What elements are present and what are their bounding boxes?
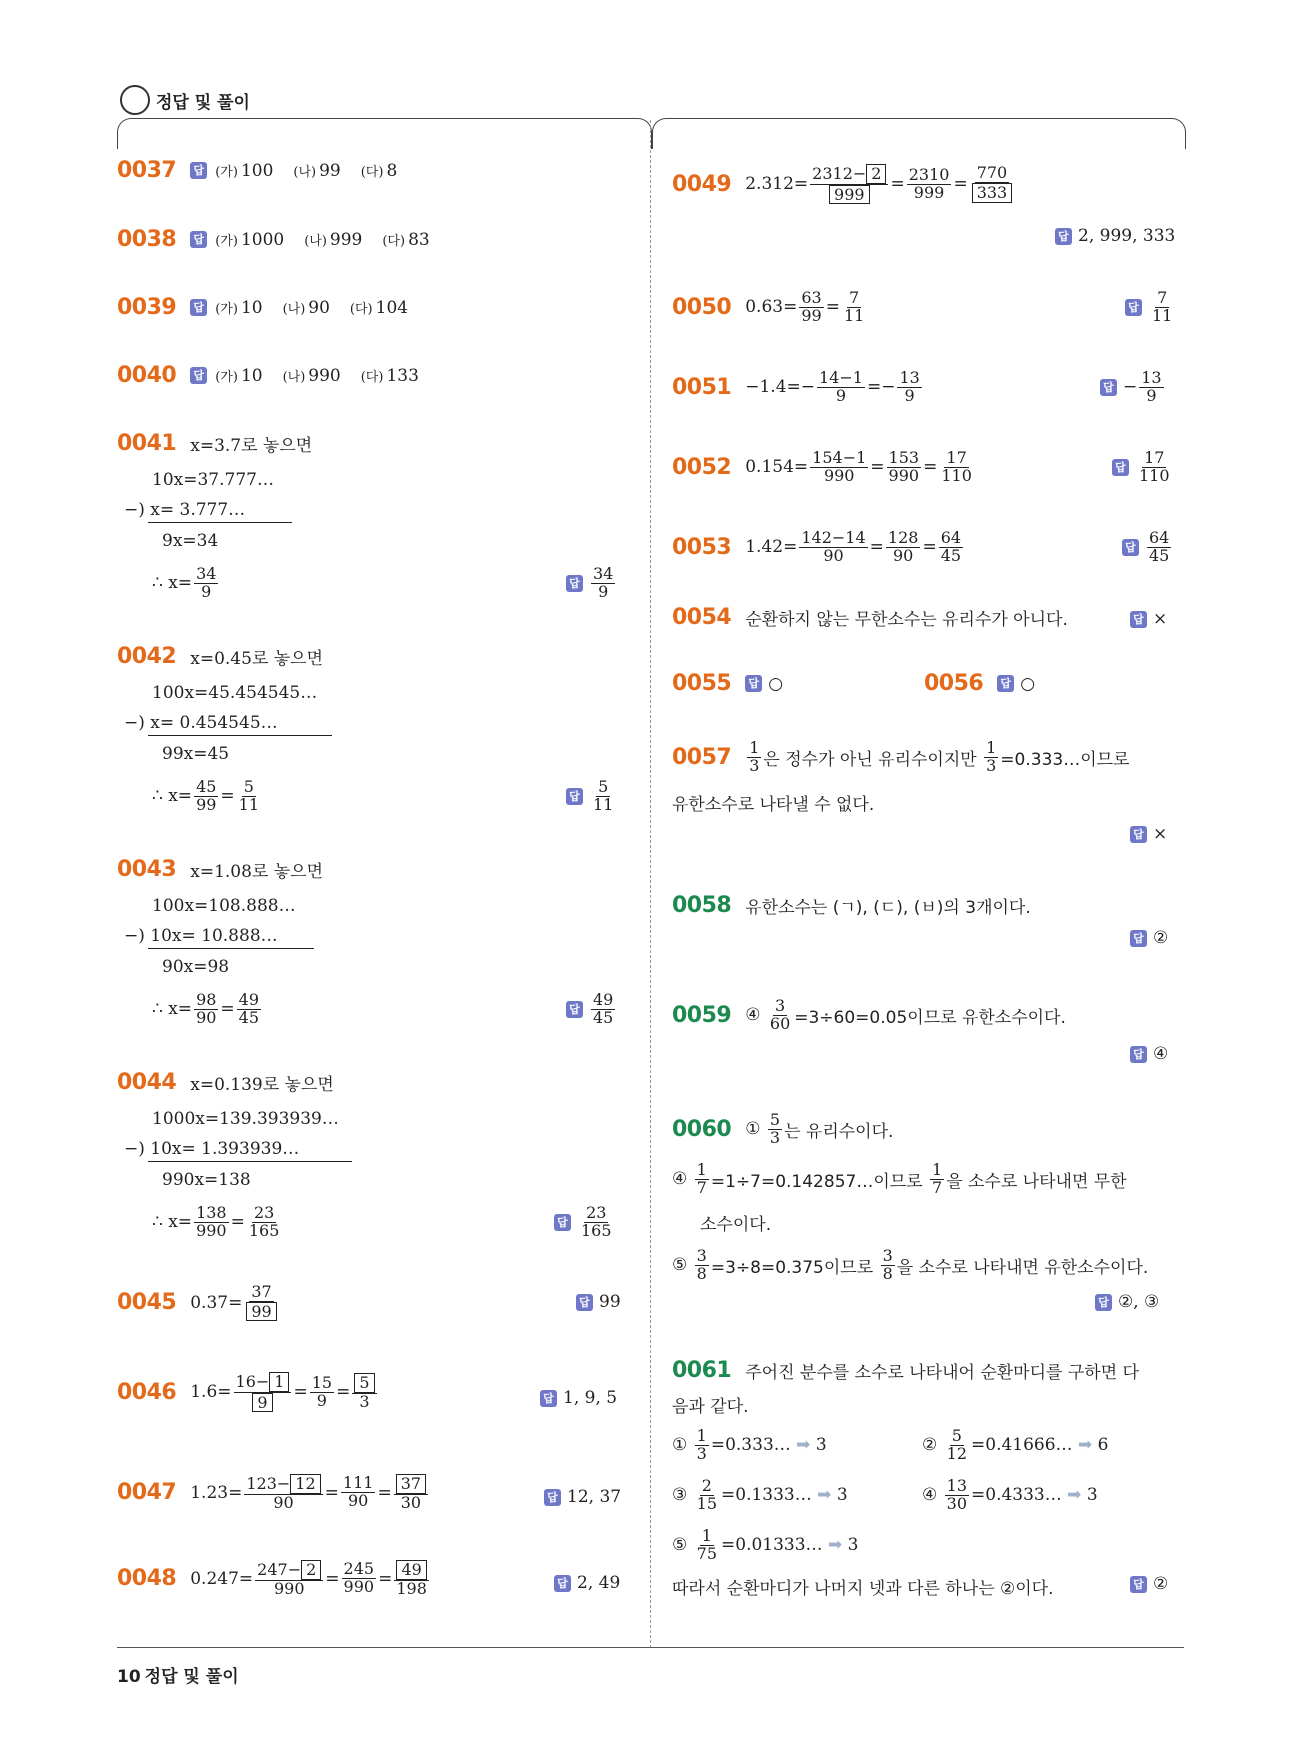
label-ga: (가) [215,370,238,385]
work-line: 90x=98 [162,957,230,977]
problem-intro: x=0.139로 놓으면 [190,1075,334,1095]
explanation-line [672,1248,1148,1283]
fraction: $\frac{1}{3}$ [986,738,997,775]
fraction: $\frac{770}{333}$ [970,165,1015,202]
fraction: $\frac{16- 1}{9}$ [234,1372,292,1412]
problem-number: 0056 [924,671,984,696]
problem-number: 0040 [117,363,177,388]
therefore: ∴ x= [152,573,193,594]
fraction: $\frac{5}{3}$ [769,1110,781,1147]
expression: 0.154= [745,457,809,478]
problem-number: 0052 [672,454,732,480]
subtraction-line [148,1161,352,1162]
answer-value: 99 [599,1292,621,1312]
problem-0060 [672,1112,893,1147]
answer-icon: 답 [745,675,762,692]
work-result: ∴ x= $\frac{98}{90}$ = $\frac{49}{45}$ [152,990,260,1027]
problem-0037 [117,158,397,183]
problem-0043 [117,857,323,882]
answer-icon: 답 [576,1294,593,1311]
answer-0054 [1130,609,1167,629]
answer-b: 99 [319,160,341,181]
problem-intro: x=3.7로 놓으면 [190,436,313,456]
label-da: (다) [382,234,406,249]
problem-0047: 0047 1.23= $\frac{123- 12}{90}$ = $\frac{111}{90}$ = $\frac{37}{30}$ [117,1474,430,1511]
page-number: 10 [117,1667,141,1687]
answer-0051 [1100,370,1166,405]
answer-0047 [544,1487,621,1507]
blank-box: 99 [246,1302,276,1322]
problem-0041 [117,431,312,456]
answer-icon: 답 [1130,1576,1147,1593]
fraction: $\frac{13}{9}$ [899,368,920,405]
answer-value: ○ [1020,673,1036,694]
work-line: 10x=37.777… [152,470,274,490]
answer-value: 2, 999, 333 [1078,226,1176,246]
answer-value: 1, 9, 5 [563,1388,618,1408]
blank-box: 999 [829,185,870,205]
answer-value: × [1153,824,1168,844]
work-line: 100x=108.888… [152,896,296,916]
answer-icon: 답 [1095,1294,1112,1311]
answer-icon: 답 [554,1575,571,1592]
fraction: $\frac{142-14}{90}$ [801,528,866,565]
answer-icon: 답 [566,575,583,592]
blank-box: 1 [269,1372,289,1392]
answer-fraction: $\frac{7}{11}$ [1152,288,1173,325]
answer-0060 [1095,1292,1159,1312]
explanation-line [672,1162,1127,1197]
header-title: 정답 및 풀이 [156,93,250,113]
work-line: 9x=34 [162,531,219,551]
answer-value: ② [1153,928,1169,948]
fraction: $\frac{1}{7}$ [696,1160,707,1197]
answer-fraction: $\frac{34}{9}$ [593,564,614,601]
problem-intro: x=1.08로 놓으면 [190,862,324,882]
expression: 0.37= [190,1292,243,1313]
answer-c: 104 [375,297,409,318]
answer-icon: 답 [997,675,1014,692]
answer-fraction: $\frac{49}{45}$ [593,990,614,1027]
problem-0051 [672,370,924,405]
problem-number: 0037 [117,158,177,183]
problem-text: 주어진 분수를 소수로 나타내어 순환마디를 구하면 다 [745,1363,1139,1383]
answer-icon: 답 [1130,1046,1147,1063]
problem-text: =3÷60=0.05이므로 유한소수이다. [794,1007,1066,1028]
blank-box: 5 [354,1373,374,1393]
work-line: −) x= 3.777… [124,500,246,520]
answer-0059 [1130,1044,1168,1064]
answer-0050 [1125,290,1176,325]
answer-c: 133 [386,365,419,386]
answer-fraction: $\frac{13}{9}$ [1141,368,1162,405]
answer-a: 10 [240,297,263,318]
problem-text: 순환하지 않는 무한소수는 유리수가 아니다. [745,610,1068,630]
footer-title: 정답 및 풀이 [144,1667,239,1687]
answer-b: 990 [308,365,341,386]
answer-0044 [554,1205,616,1240]
answer-0053 [1122,530,1173,565]
page-footer [117,1662,239,1687]
answer-icon: 답 [1100,379,1117,396]
choice-number: ④ [745,1005,761,1026]
problem-number: 0048 [117,1566,177,1592]
subtraction-line [148,948,314,949]
answer-icon: 답 [544,1489,561,1506]
answer-icon: 답 [540,1390,557,1407]
arrow-right-icon: ➡ [796,1435,811,1456]
problem-text: 는 유리수이다. [784,1121,894,1142]
problem-intro: x=0.45로 놓으면 [190,649,324,669]
problem-0045 [117,1284,281,1321]
fraction: $\frac{138}{990}$ [196,1203,227,1240]
problem-0055 [672,671,783,696]
work-result: ∴ x= $\frac{138}{990}$ = $\frac{23}{165}$ [152,1203,280,1240]
answer-sign: − [1123,377,1138,398]
arrow-right-icon: ➡ [1067,1485,1082,1506]
work-result [152,566,220,601]
answer-b: 999 [329,229,363,250]
answer-a: 10 [240,365,263,386]
answer-icon: 답 [554,1214,571,1231]
fraction: $\frac{23}{165}$ [248,1203,280,1240]
arrow-right-icon: ➡ [827,1535,843,1556]
fraction: $\frac{123- 12}{90}$ [244,1474,322,1511]
problem-number: 0055 [672,671,732,696]
fraction: $\frac{45}{99}$ [196,777,217,814]
problem-text: =0.333…이므로 [1000,749,1130,770]
problem-text: 을 소수로 나타내면 유한소수이다. [896,1257,1149,1278]
fraction: $\frac{3}{8}$ [696,1246,707,1283]
fraction: $\frac{128}{90}$ [887,528,919,565]
problem-number: 0061 [672,1358,732,1383]
answer-b: 90 [308,297,330,318]
work-line: −) 10x= 10.888… [124,926,278,946]
choice-item: ⑤ $\frac{1}{75}$ =0.01333… ➡ 3 [672,1526,859,1563]
answer-a: 1000 [240,229,285,250]
answer-0061 [1130,1574,1168,1594]
work-line: −) 10x= 1.393939… [124,1139,300,1159]
answer-0048 [554,1573,620,1593]
arrow-right-icon: ➡ [1077,1435,1093,1456]
right-column-frame [652,118,1186,149]
problem-text: 소수이다. [700,1215,772,1235]
left-column-frame [117,118,652,149]
answer-c: 83 [408,229,430,250]
therefore: ∴ x= [152,1212,193,1233]
conclusion-text: 따라서 순환마디가 나머지 넷과 다른 하나는 ②이다. [672,1579,1054,1599]
answer-icon: 답 [1122,539,1139,556]
label-ga: (가) [215,165,238,180]
label-ga: (가) [215,302,238,317]
answer-fraction: $\frac{17}{110}$ [1139,448,1170,485]
expression: −1.4=− [745,377,816,398]
answer-0057 [1130,824,1167,844]
answer-icon: 답 [190,367,207,384]
subtraction-line [148,522,292,523]
problem-0059 [672,998,1066,1033]
answer-0045 [576,1292,621,1312]
answer-value: ④ [1153,1044,1169,1064]
operator: =− [866,377,896,398]
answer-icon: 답 [1055,228,1072,245]
fraction: $\frac{1}{3}$ [749,738,760,775]
label-ga: (가) [215,234,238,249]
page-header [120,88,250,118]
problem-number: 0049 [672,171,732,197]
answer-0049 [1055,226,1175,246]
problem-0039 [117,295,408,320]
fraction: $\frac{2312- 2}{999}$ [810,164,888,204]
problem-0058 [672,893,1031,918]
problem-number: 0050 [672,294,732,320]
problem-text: 유한소수로 나타낼 수 없다. [672,795,875,815]
blank-box: 37 [396,1474,426,1494]
problem-0057 [672,740,1129,775]
choice-item: ② $\frac{5}{12}$ =0.41666… ➡ 6 [922,1426,1109,1463]
fraction: $\frac{3}{8}$ [882,1246,893,1283]
problem-text: 은 정수가 아닌 유리수이지만 [763,749,977,770]
answer-fraction: $\frac{5}{11}$ [593,777,614,814]
problem-0046: 0046 1.6= $\frac{16- 1}{9}$ = $\frac{15}{9}$ = $\frac{5}{3}$ [117,1372,379,1412]
problem-text: =3÷8=0.375이므로 [710,1257,874,1278]
choice-item: ① $\frac{1}{3}$ =0.333… ➡ 3 [672,1426,827,1463]
expression: 1.23= [190,1482,243,1503]
therefore: ∴ x= [152,786,193,807]
fraction: $\frac{98}{90}$ [196,990,217,1027]
problem-number: 0038 [117,227,177,252]
answer-icon: 답 [190,231,207,248]
problem-0054 [672,605,1068,630]
answer-value: 12, 37 [567,1487,622,1507]
answer-fraction: $\frac{23}{165}$ [581,1203,612,1240]
arrow-right-icon: ➡ [817,1485,832,1506]
label-na: (나) [282,370,306,385]
fraction: $\frac{247- 2}{990}$ [255,1560,323,1597]
label-da: (다) [360,370,384,385]
fraction: $\frac{14-1}{9}$ [819,368,863,405]
problem-number: 0058 [672,893,732,918]
choice-number: ④ [672,1169,688,1190]
fraction: $\frac{7}{11}$ [843,288,865,325]
fraction: $\frac{111}{90}$ [342,1473,374,1511]
label-na: (나) [282,302,306,317]
work-line: 990x=138 [162,1170,251,1190]
fraction: $\frac{63}{99}$ [801,288,822,325]
blank-box: 333 [972,183,1013,203]
problem-0061 [672,1358,1139,1383]
problem-text: 음과 같다. [672,1397,749,1417]
label-da: (다) [349,302,373,317]
expression: 1.42= [745,537,798,558]
label-da: (다) [360,165,384,180]
work-result: ∴ x= $\frac{45}{99}$ = $\frac{5}{11}$ [152,777,260,814]
problem-number: 0045 [117,1290,177,1316]
fraction: $\frac{153}{990}$ [888,448,920,485]
problem-number: 0051 [672,374,732,400]
expression: 0.247= [190,1568,254,1589]
problem-number: 0053 [672,534,732,560]
therefore: ∴ x= [152,999,193,1020]
answer-value: × [1153,609,1168,629]
answer-value: ○ [768,673,784,694]
answer-icon: 답 [190,299,207,316]
answer-icon: 답 [566,1001,583,1018]
answer-0041 [566,566,617,601]
expression: 0.63= [745,297,798,318]
answer-icon: 답 [190,162,207,179]
problem-number: 0046 [117,1379,177,1405]
work-line: 100x=45.454545… [152,683,318,703]
fraction: $\frac{5}{3}$ [352,1373,376,1410]
problem-number: 0057 [672,744,732,770]
column-divider [650,120,651,1648]
work-line: 99x=45 [162,744,230,764]
mascot-icon [120,85,150,115]
fraction: $\frac{245}{990}$ [343,1559,375,1597]
problem-0052: 0052 0.154= $\frac{154-1}{990}$ = $\frac{153}{990}$ = $\frac{17}{110}$ [672,448,972,485]
problem-0042 [117,644,323,669]
label-na: (나) [293,165,317,180]
fraction: $\frac{15}{9}$ [311,1372,333,1410]
answer-0058 [1130,928,1168,948]
answer-0052 [1112,450,1174,485]
problem-number: 0044 [117,1070,177,1095]
problem-text: 을 소수로 나타내면 무한 [946,1171,1127,1192]
work-line: −) x= 0.454545… [124,713,278,733]
problem-number: 0043 [117,857,177,882]
problem-number: 0041 [117,431,177,456]
blank-box: 49 [396,1560,426,1580]
blank-box: 2 [866,164,886,184]
problem-0053: 0053 1.42= $\frac{142-14}{90}$ = $\frac{128}{90}$ = $\frac{64}{45}$ [672,528,962,565]
expression: 1.6= [190,1382,232,1403]
fraction: $\frac{17}{110}$ [941,448,972,485]
answer-value: ② [1153,1574,1169,1594]
answer-icon: 답 [1112,459,1129,476]
fraction: $\frac{37}{99}$ [244,1284,278,1321]
answer-value: ②, ③ [1118,1292,1160,1312]
problem-0056 [924,671,1035,696]
fraction: $\frac{3}{60}$ [769,996,791,1033]
fraction: $\frac{49}{45}$ [238,990,260,1027]
expression: 2.312= [745,174,809,195]
answer-icon: 답 [566,788,583,805]
problem-text: =1÷7=0.142857…이므로 [710,1171,923,1192]
answer-0043 [566,992,617,1027]
blank-box: 2 [301,1560,321,1580]
choice-item: ④ $\frac{13}{30}$ =0.4333… ➡ 3 [922,1476,1098,1513]
fraction: $\frac{154-1}{990}$ [812,448,867,485]
fraction: $\frac{5}{11}$ [238,777,260,814]
answer-value: 2, 49 [577,1573,621,1593]
problem-0040 [117,363,419,388]
problem-0038 [117,227,430,252]
problem-0044 [117,1070,334,1095]
problem-number: 0060 [672,1116,732,1142]
answer-icon: 답 [1130,611,1147,628]
choice-item: ③ $\frac{2}{15}$ =0.1333… ➡ 3 [672,1476,848,1513]
answer-icon: 답 [1125,299,1142,316]
problem-0050: 0050 0.63= $\frac{63}{99}$ = $\frac{7}{11}$ [672,288,865,325]
fraction: $\frac{34}{9}$ [196,564,217,601]
blank-box: 9 [252,1393,272,1413]
footer-rule [117,1647,1184,1648]
choice-number: ① [745,1119,761,1140]
problem-number: 0047 [117,1480,177,1506]
fraction: $\frac{64}{45}$ [940,528,962,565]
fraction: $\frac{37}{30}$ [394,1474,428,1511]
answer-0046 [540,1388,617,1408]
problem-number: 0059 [672,1002,732,1028]
blank-box: 12 [290,1474,320,1494]
answer-a: 100 [240,160,274,181]
answer-icon: 답 [1130,930,1147,947]
problem-0048: 0048 0.247= $\frac{247- 2}{990}$ = $\frac{245}{990}$ = $\frac{49}{198}$ [117,1559,427,1598]
answer-fraction: $\frac{64}{45}$ [1149,528,1170,565]
subtraction-line [148,735,332,736]
work-line: 1000x=139.393939… [152,1109,339,1129]
answer-c: 8 [386,160,398,181]
choice-number: ⑤ [672,1255,688,1276]
fraction: $\frac{2310}{999}$ [908,164,950,202]
problem-0049: 0049 2.312= $\frac{2312- 2}{999}$ = $\frac{2310}{999}$ = $\frac{770}{333}$ [672,164,1016,204]
problem-number: 0042 [117,644,177,669]
fraction: $\frac{1}{7}$ [932,1160,943,1197]
label-na: (나) [304,234,327,249]
answer-icon: 답 [1130,826,1147,843]
problem-number: 0054 [672,605,732,630]
fraction: $\frac{49}{198}$ [396,1560,427,1598]
problem-text: 유한소수는 (ㄱ), (ㄷ), (ㅂ)의 3개이다. [745,898,1031,918]
problem-number: 0039 [117,295,177,320]
answer-0042 [566,779,617,814]
